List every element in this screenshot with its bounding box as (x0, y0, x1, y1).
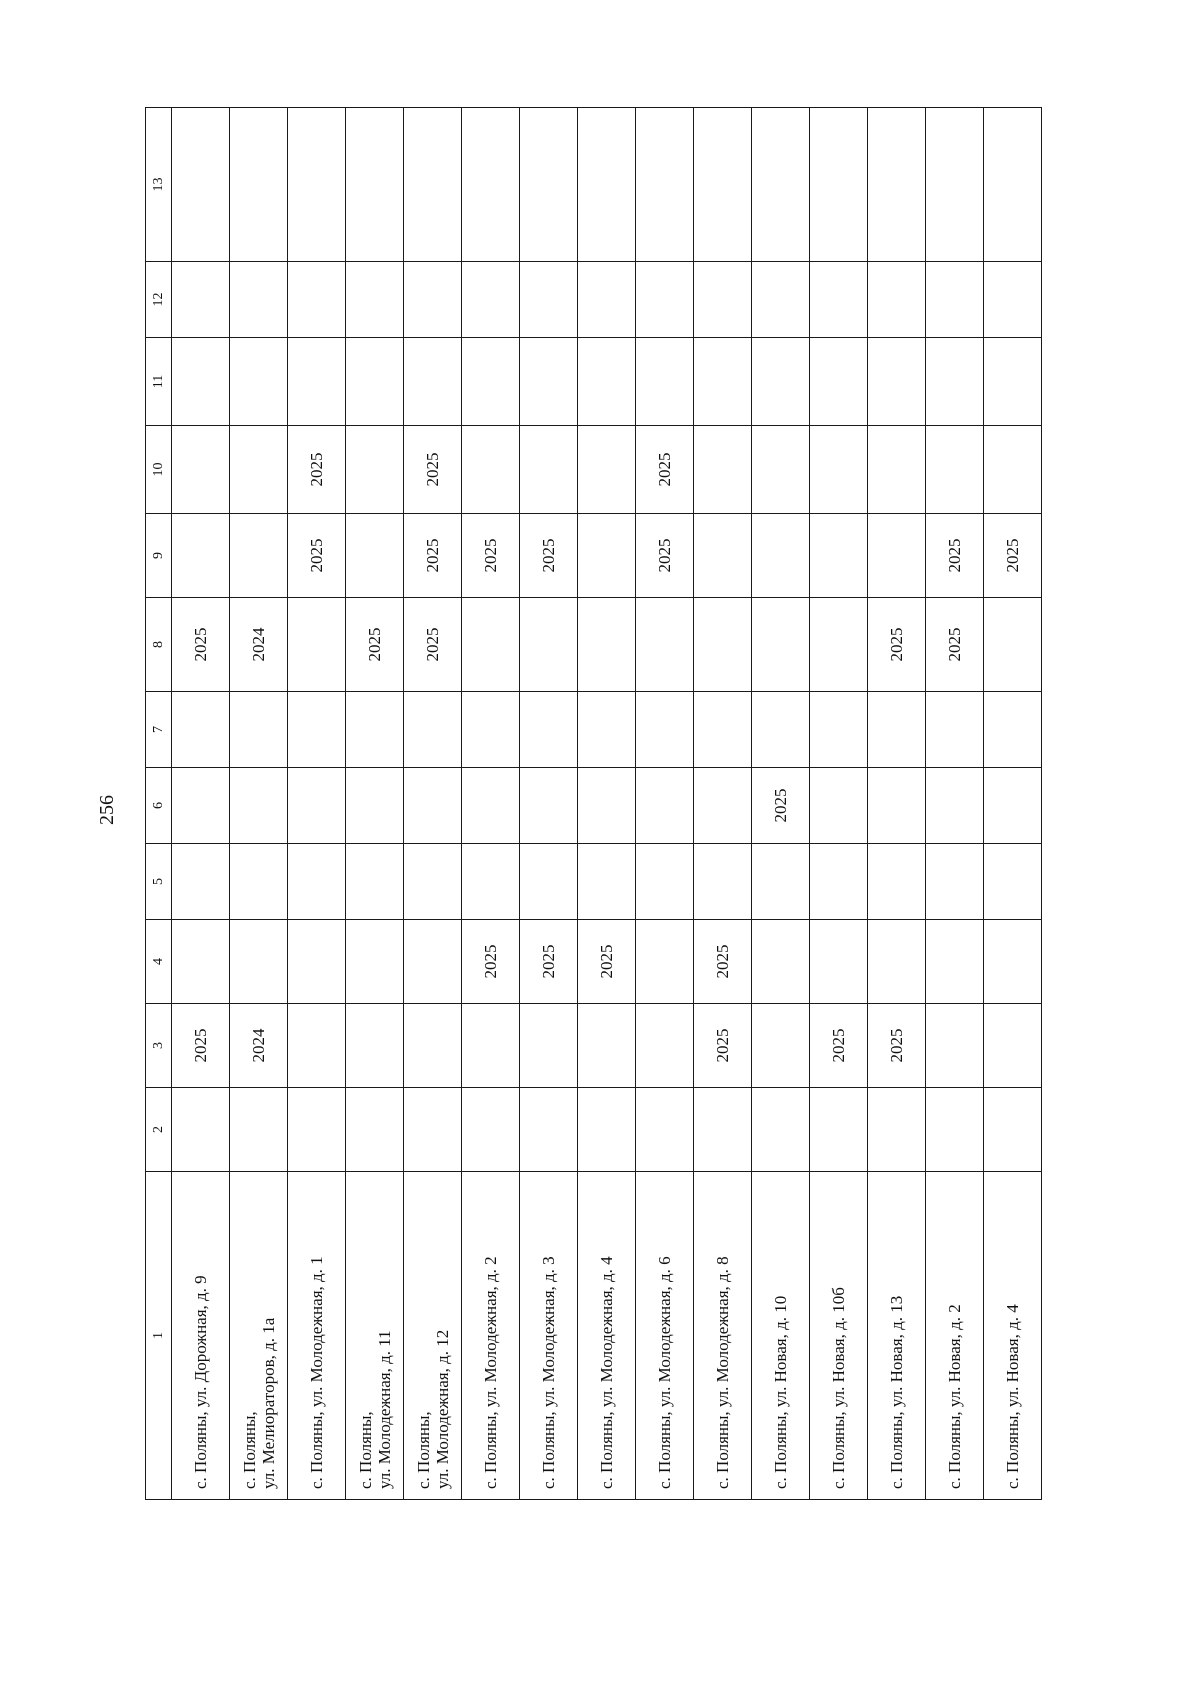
year-cell (636, 844, 694, 920)
year-cell (172, 338, 230, 426)
year-cell (404, 1004, 462, 1088)
year-cell (984, 1004, 1042, 1088)
year-cell (288, 262, 346, 338)
year-cell (984, 920, 1042, 1004)
address-cell: с. Поляны, ул. Новая, д. 2 (926, 1172, 984, 1500)
year-cell (810, 844, 868, 920)
year-cell (752, 598, 810, 692)
year-cell (810, 598, 868, 692)
column-header-13: 13 (146, 108, 172, 262)
year-cell (404, 1088, 462, 1172)
year-cell: 2025 (288, 426, 346, 514)
year-cell: 2025 (578, 920, 636, 1004)
year-cell (230, 768, 288, 844)
year-cell (288, 692, 346, 768)
year-cell (984, 692, 1042, 768)
column-header-2: 2 (146, 1088, 172, 1172)
year-cell (752, 338, 810, 426)
year-cell (288, 1088, 346, 1172)
year-cell (462, 692, 520, 768)
year-cell (868, 1088, 926, 1172)
year-cell: 2024 (230, 598, 288, 692)
year-cell (694, 768, 752, 844)
year-cell: 2025 (636, 514, 694, 598)
year-cell (636, 338, 694, 426)
year-cell (636, 108, 694, 262)
table-container (145, 107, 1042, 1500)
year-cell (636, 1088, 694, 1172)
year-cell (578, 1088, 636, 1172)
year-cell (810, 920, 868, 1004)
year-cell: 2025 (462, 920, 520, 1004)
year-cell (404, 338, 462, 426)
year-cell (288, 768, 346, 844)
year-cell: 2025 (404, 598, 462, 692)
year-cell (578, 844, 636, 920)
year-cell: 2025 (520, 514, 578, 598)
year-cell (578, 262, 636, 338)
year-cell (288, 598, 346, 692)
year-cell (288, 1004, 346, 1088)
year-cell (752, 920, 810, 1004)
year-cell (578, 426, 636, 514)
address-cell: с. Поляны, ул. Новая, д. 4 (984, 1172, 1042, 1500)
year-cell (346, 1088, 404, 1172)
year-cell: 2025 (984, 514, 1042, 598)
year-cell: 2025 (172, 598, 230, 692)
year-cell (926, 768, 984, 844)
year-cell (230, 920, 288, 1004)
table-row (172, 108, 230, 1500)
year-cell (404, 844, 462, 920)
year-cell (926, 692, 984, 768)
year-cell (926, 108, 984, 262)
year-cell (172, 844, 230, 920)
year-cell (520, 768, 578, 844)
column-header-3: 3 (146, 1004, 172, 1088)
year-cell (288, 108, 346, 262)
year-cell (868, 426, 926, 514)
year-cell: 2025 (172, 1004, 230, 1088)
year-cell (346, 692, 404, 768)
year-cell (462, 844, 520, 920)
year-cell (752, 426, 810, 514)
year-cell (288, 844, 346, 920)
year-cell (694, 598, 752, 692)
year-cell (984, 844, 1042, 920)
year-cell (926, 338, 984, 426)
table-row (694, 108, 752, 1500)
address-cell: с. Поляны, ул. Молодежная, д. 6 (636, 1172, 694, 1500)
year-cell (172, 1088, 230, 1172)
column-header-5: 5 (146, 844, 172, 920)
year-cell (694, 338, 752, 426)
year-cell (868, 844, 926, 920)
address-cell: с. Поляны, ул. Молодежная, д. 8 (694, 1172, 752, 1500)
year-cell (462, 1088, 520, 1172)
year-cell (346, 426, 404, 514)
year-cell (984, 768, 1042, 844)
year-cell (172, 692, 230, 768)
year-cell (636, 920, 694, 1004)
year-cell (172, 426, 230, 514)
year-cell (172, 262, 230, 338)
year-cell (520, 844, 578, 920)
year-cell (926, 844, 984, 920)
column-header-8: 8 (146, 598, 172, 692)
table-row (578, 108, 636, 1500)
year-cell (926, 920, 984, 1004)
year-cell (404, 108, 462, 262)
schedule-table (145, 107, 1042, 1500)
column-header-12: 12 (146, 262, 172, 338)
year-cell (520, 262, 578, 338)
year-cell (636, 598, 694, 692)
year-cell (810, 262, 868, 338)
page-number: 256 (95, 795, 118, 825)
column-header-6: 6 (146, 768, 172, 844)
year-cell (230, 844, 288, 920)
year-cell (520, 692, 578, 768)
year-cell (462, 768, 520, 844)
year-cell (868, 262, 926, 338)
year-cell (636, 262, 694, 338)
year-cell (694, 108, 752, 262)
year-cell (346, 514, 404, 598)
year-cell (810, 1088, 868, 1172)
year-cell (520, 338, 578, 426)
year-cell (926, 262, 984, 338)
year-cell (984, 108, 1042, 262)
year-cell (230, 1088, 288, 1172)
table-row (810, 108, 868, 1500)
year-cell: 2025 (926, 514, 984, 598)
year-cell (578, 514, 636, 598)
year-cell (346, 262, 404, 338)
year-cell (694, 262, 752, 338)
year-cell (810, 768, 868, 844)
table-row (288, 108, 346, 1500)
year-cell (404, 692, 462, 768)
year-cell (694, 1088, 752, 1172)
year-cell (752, 1088, 810, 1172)
year-cell (578, 768, 636, 844)
address-cell: с. Поляны, ул. Новая, д. 13 (868, 1172, 926, 1500)
year-cell (288, 338, 346, 426)
year-cell: 2025 (926, 598, 984, 692)
year-cell (172, 768, 230, 844)
year-cell: 2025 (694, 920, 752, 1004)
year-cell (172, 920, 230, 1004)
table-row (752, 108, 810, 1500)
address-cell: с. Поляны, ул. Дорожная, д. 9 (172, 1172, 230, 1500)
year-cell (520, 426, 578, 514)
year-cell (636, 1004, 694, 1088)
year-cell (346, 1004, 404, 1088)
address-cell: с. Поляны, ул. Молодежная, д. 3 (520, 1172, 578, 1500)
year-cell (230, 514, 288, 598)
year-cell (926, 426, 984, 514)
year-cell (868, 692, 926, 768)
year-cell (694, 426, 752, 514)
year-cell (346, 920, 404, 1004)
year-cell (984, 426, 1042, 514)
year-cell (868, 920, 926, 1004)
year-cell (520, 108, 578, 262)
column-header-4: 4 (146, 920, 172, 1004)
year-cell (984, 598, 1042, 692)
year-cell (868, 108, 926, 262)
year-cell (462, 108, 520, 262)
table-row (926, 108, 984, 1500)
address-cell: с. Поляны, ул. Молодежная, д. 1 (288, 1172, 346, 1500)
year-cell (984, 338, 1042, 426)
year-cell (346, 108, 404, 262)
year-cell (462, 426, 520, 514)
year-cell (230, 426, 288, 514)
table-row (404, 108, 462, 1500)
year-cell (694, 692, 752, 768)
year-cell (926, 1088, 984, 1172)
year-cell (752, 514, 810, 598)
year-cell: 2024 (230, 1004, 288, 1088)
year-cell (752, 844, 810, 920)
year-cell (636, 692, 694, 768)
table-row (636, 108, 694, 1500)
year-cell: 2025 (752, 768, 810, 844)
year-cell (752, 108, 810, 262)
year-cell (810, 514, 868, 598)
year-cell (578, 692, 636, 768)
table-body (172, 108, 1042, 1500)
year-cell (230, 338, 288, 426)
year-cell: 2025 (636, 426, 694, 514)
year-cell (868, 514, 926, 598)
year-cell: 2025 (404, 426, 462, 514)
table-row (868, 108, 926, 1500)
column-header-11: 11 (146, 338, 172, 426)
year-cell (868, 338, 926, 426)
year-cell (230, 262, 288, 338)
year-cell (462, 1004, 520, 1088)
year-cell (694, 844, 752, 920)
year-cell (752, 692, 810, 768)
year-cell (752, 1004, 810, 1088)
table-row (230, 108, 288, 1500)
address-cell: с. Поляны, ул. Мелиораторов, д. 1а (230, 1172, 288, 1500)
year-cell (172, 514, 230, 598)
year-cell (578, 598, 636, 692)
year-cell (752, 262, 810, 338)
year-cell (462, 338, 520, 426)
year-cell (694, 514, 752, 598)
year-cell (172, 108, 230, 262)
column-header-10: 10 (146, 426, 172, 514)
year-cell: 2025 (810, 1004, 868, 1088)
column-header-9: 9 (146, 514, 172, 598)
year-cell (578, 1004, 636, 1088)
year-cell (520, 1004, 578, 1088)
year-cell (288, 920, 346, 1004)
year-cell (810, 108, 868, 262)
year-cell (984, 262, 1042, 338)
table-row (520, 108, 578, 1500)
year-cell (520, 598, 578, 692)
year-cell (926, 1004, 984, 1088)
address-cell: с. Поляны, ул. Молодежная, д. 11 (346, 1172, 404, 1500)
year-cell (810, 426, 868, 514)
year-cell (810, 692, 868, 768)
year-cell (578, 338, 636, 426)
column-header-1: 1 (146, 1172, 172, 1500)
year-cell (868, 768, 926, 844)
address-cell: с. Поляны, ул. Новая, д. 10б (810, 1172, 868, 1500)
column-header-7: 7 (146, 692, 172, 768)
year-cell (520, 1088, 578, 1172)
table-row (984, 108, 1042, 1500)
year-cell: 2025 (288, 514, 346, 598)
year-cell (462, 262, 520, 338)
year-cell (346, 844, 404, 920)
year-cell: 2025 (868, 1004, 926, 1088)
year-cell: 2025 (462, 514, 520, 598)
year-cell (810, 338, 868, 426)
year-cell: 2025 (694, 1004, 752, 1088)
year-cell: 2025 (868, 598, 926, 692)
table-row (346, 108, 404, 1500)
year-cell (404, 768, 462, 844)
year-cell (230, 692, 288, 768)
year-cell (984, 1088, 1042, 1172)
year-cell (404, 262, 462, 338)
year-cell (346, 338, 404, 426)
year-cell (346, 768, 404, 844)
table-header-row (146, 108, 172, 1500)
year-cell (578, 108, 636, 262)
table-row (462, 108, 520, 1500)
year-cell: 2025 (404, 514, 462, 598)
year-cell (404, 920, 462, 1004)
address-cell: с. Поляны, ул. Молодежная, д. 4 (578, 1172, 636, 1500)
address-cell: с. Поляны, ул. Молодежная, д. 2 (462, 1172, 520, 1500)
year-cell (636, 768, 694, 844)
year-cell: 2025 (520, 920, 578, 1004)
address-cell: с. Поляны, ул. Новая, д. 10 (752, 1172, 810, 1500)
address-cell: с. Поляны, ул. Молодежная, д. 12 (404, 1172, 462, 1500)
year-cell: 2025 (346, 598, 404, 692)
year-cell (230, 108, 288, 262)
year-cell (462, 598, 520, 692)
